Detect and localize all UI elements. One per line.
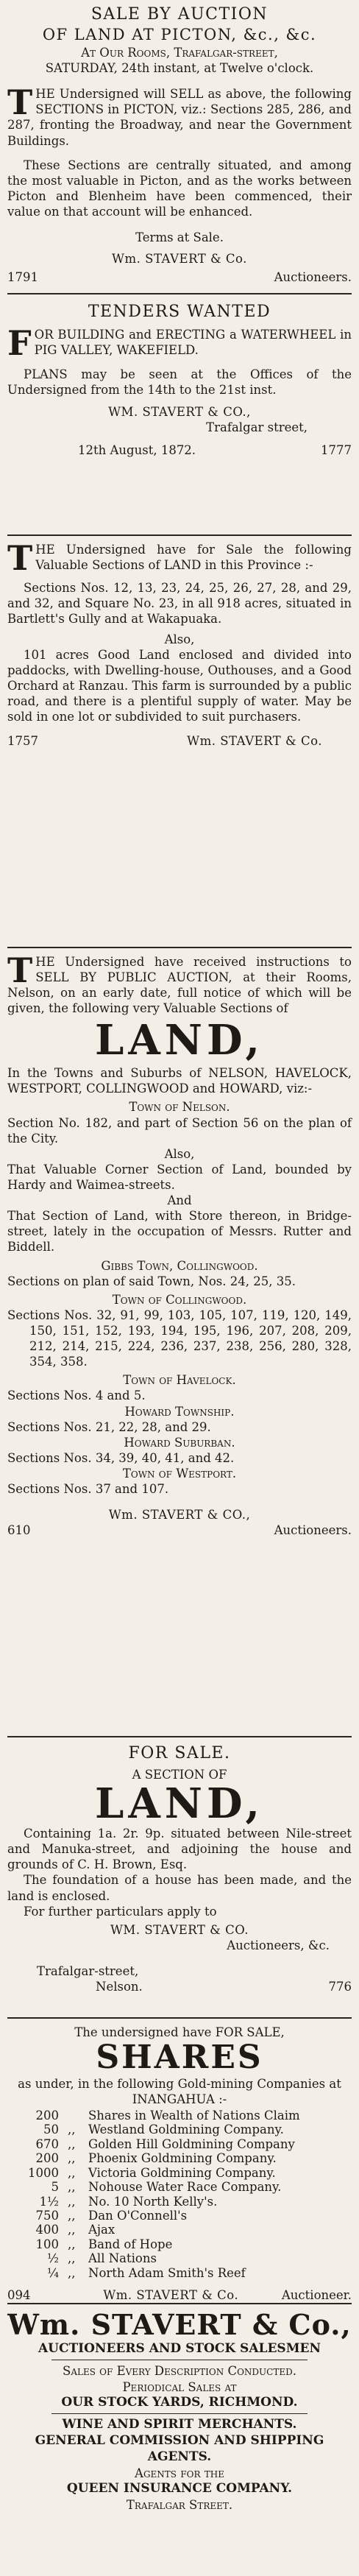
advert-paragraph: That Valuable Corner Section of Land, bounded by Hardy and Waimea-streets.: [7, 1162, 352, 1192]
share-row: [7, 2151, 352, 2165]
share-quantity: ¼: [47, 2265, 59, 2280]
share-company: All Nations: [88, 2251, 157, 2266]
advert-paragraph: Section No. 182, and part of Section 56 on the plan of the City.: [7, 1115, 352, 1146]
advert-public-auction: [7, 950, 352, 1538]
share-row: [7, 2166, 352, 2180]
advert-subhead: Town of Westport.: [122, 1466, 237, 1481]
advert-subhead: Town of Havelock.: [123, 1373, 236, 1388]
advert-line: Sales of Every Description Conducted.: [63, 2364, 296, 2379]
advert-picton-auction: [7, 4, 352, 285]
advert-tenders: [7, 302, 352, 458]
advert-also: Also,: [164, 632, 195, 646]
advert-paragraph: That Section of Land, with Store thereon, in Bridge-street, lately in the occupation of Messrs. Rutter and Biddell.: [7, 1209, 352, 1255]
drop-cap: F: [7, 323, 32, 364]
advert-subheading: OF LAND AT PICTON, &c., &c.: [42, 26, 317, 44]
advert-auctioneers-card: [7, 2309, 352, 2513]
share-quantity: 1000: [28, 2165, 59, 2180]
advert-paragraph: Sections Nos. 12, 13, 23, 24, 25, 26, 27, 28, and 29, and 32, and Square No. 23, in all 918 acres, situated in Bartlett's Gully and at Wakapuaka.: [7, 581, 352, 627]
ditto-mark: ,,: [68, 2194, 76, 2209]
share-company: Dan O'Connell's: [88, 2209, 188, 2223]
ditto-mark: ,,: [68, 2136, 76, 2151]
divider: [7, 534, 352, 536]
advert-role: Auctioneers.: [274, 1523, 352, 1538]
share-company: Victoria Goldmining Company.: [88, 2165, 276, 2180]
advert-heading: SALE BY AUCTION: [90, 5, 269, 24]
advert-number: 1757: [7, 734, 38, 749]
share-row: [7, 2223, 352, 2237]
advert-line: AUCTIONEERS AND STOCK SALESMEN: [38, 2340, 321, 2356]
share-quantity: ½: [47, 2251, 59, 2266]
advert-also: Also,: [164, 1146, 195, 1161]
advert-line: GENERAL COMMISSION AND SHIPPING: [35, 2433, 324, 2449]
share-company: Nohouse Water Race Company.: [88, 2180, 282, 2195]
advert-number: 1791: [7, 270, 38, 285]
drop-cap: T: [7, 82, 33, 123]
advert-paragraph: Sections on plan of said Town, Nos. 24, 25, 35.: [7, 1274, 296, 1288]
divider: [7, 2303, 352, 2304]
advert-firm: Wm. STAVERT & Co.: [103, 2288, 239, 2303]
advert-firm: Wm. STAVERT & Co.: [112, 252, 247, 267]
advert-number: 1777: [321, 442, 352, 457]
advert-line: AGENTS.: [147, 2449, 212, 2464]
advert-town: Nelson.: [96, 1980, 143, 1994]
share-company: Ajax: [88, 2223, 115, 2237]
share-quantity: 50: [43, 2122, 59, 2137]
advert-body: FOR BUILDING and ERECTING a WATERWHEEL in PIG VALLEY, WAKEFIELD.: [7, 323, 352, 364]
share-row: [7, 2195, 352, 2209]
advert-firm: WM. STAVERT & CO.: [110, 1922, 249, 1937]
advert-land-word: LAND,: [94, 1779, 265, 1829]
share-row: [7, 2122, 352, 2136]
share-list: [7, 2109, 352, 2281]
advert-paragraph: Sections Nos. 32, 91, 99, 103, 105, 107, 119, 120, 149, 150, 151, 152, 193, 194, 195, 196, 207, 208, 209, 212, 214, 215, 224, 236, 237, 238, 256, 280, 328, 354, 358.: [7, 1308, 352, 1369]
advert-number: 094: [7, 2288, 31, 2303]
advert-heading: TENDERS WANTED: [88, 303, 271, 321]
ditto-mark: ,,: [68, 2180, 76, 2195]
advert-role: Auctioneers, &c.: [227, 1938, 330, 1952]
advert-paragraph: For further particulars apply to: [24, 1904, 217, 1919]
advert-heading: FOR SALE.: [128, 1744, 231, 1762]
advert-street: Trafalgar street,: [206, 420, 308, 434]
share-quantity: 100: [35, 2237, 59, 2251]
ditto-mark: ,,: [68, 2209, 76, 2223]
advert-line: Trafalgar Street.: [126, 2497, 233, 2512]
advert-brand: Wm. STAVERT & Co.,: [7, 2308, 352, 2341]
advert-subhead: Gibbs Town, Collingwood.: [101, 1258, 258, 1273]
share-row: [7, 2266, 352, 2280]
share-row: [7, 2251, 352, 2265]
advert-number: 776: [328, 1980, 352, 1994]
advert-body: THE Undersigned have received instructions to SELL BY PUBLIC AUCTION, at their Rooms, Nelson, on an early date, full notice of which will be given, the following very Valuable Sections of: [7, 950, 352, 1016]
ditto-mark: ,,: [68, 2151, 76, 2166]
advert-line: Agents for the: [135, 2466, 224, 2480]
advert-paragraph: Sections Nos. 37 and 107.: [7, 1482, 169, 1497]
advert-line: WINE AND SPIRIT MERCHANTS.: [62, 2417, 297, 2432]
advert-line: OUR STOCK YARDS, RICHMOND.: [61, 2394, 298, 2410]
advert-paragraph: Sections Nos. 4 and 5.: [7, 1388, 146, 1403]
advert-shares-word: SHARES: [96, 2039, 263, 2077]
ditto-mark: ,,: [68, 2223, 76, 2237]
advert-terms: Terms at Sale.: [135, 230, 224, 245]
advert-shares: [7, 2025, 352, 2303]
advert-number: 610: [7, 1523, 31, 1538]
share-quantity: 5: [51, 2180, 59, 2195]
share-company: No. 10 North Kelly's.: [88, 2194, 218, 2209]
advert-subhead: Howard Suburban.: [124, 1435, 235, 1450]
advert-land-word: LAND,: [94, 1016, 265, 1065]
advert-subhead: Town of Nelson.: [129, 1100, 230, 1115]
advert-paragraph: The undersigned have FOR SALE,: [74, 2025, 285, 2039]
share-company: North Adam Smith's Reef: [88, 2265, 246, 2280]
advert-line: Periodical Sales at: [122, 2379, 237, 2394]
advert-paragraph: Sections Nos. 21, 22, 28, and 29.: [7, 1419, 211, 1434]
ditto-mark: ,,: [68, 2265, 76, 2280]
advert-paragraph: The foundation of a house has been made, and the land is enclosed.: [7, 1873, 352, 1903]
share-company: Band of Hope: [88, 2237, 173, 2251]
advert-firm: WM. STAVERT & CO.,: [108, 404, 251, 419]
advert-role: Auctioneers.: [274, 270, 352, 285]
share-quantity: 200: [35, 2151, 59, 2166]
share-company: Westland Goldmining Company.: [88, 2122, 284, 2137]
divider: [7, 293, 352, 294]
advert-paragraph: These Sections are centrally situated, and among the most valuable in Picton, and as the works between Picton and Blenheim have been commenced, their value on that account will be enhanced.: [7, 158, 352, 219]
advert-paragraph: In the Towns and Suburbs of NELSON, HAVELOCK, WESTPORT, COLLINGWOOD and HOWARD, viz:-: [7, 1066, 352, 1096]
advert-street: Trafalgar-street,: [37, 1963, 139, 1978]
share-quantity: 200: [35, 2108, 59, 2122]
advert-date: SATURDAY, 24th instant, at Twelve o'clock.: [45, 61, 314, 76]
divider: [7, 947, 352, 948]
advert-paragraph: PLANS may be seen at the Offices of the Undersigned from the 14th to the 21st inst.: [7, 367, 352, 398]
advert-subhead: Town of Collingwood.: [112, 1292, 247, 1307]
advert-firm: Wm. STAVERT & Co.: [187, 734, 322, 749]
share-quantity: 670: [35, 2136, 59, 2151]
share-company: Shares in Wealth of Nations Claim: [88, 2108, 300, 2122]
advert-body: THE Undersigned have for Sale the following Valuable Sections of LAND in this Province :-: [7, 538, 352, 578]
share-quantity: 400: [35, 2223, 59, 2237]
share-company: Golden Hill Goldmining Company: [88, 2136, 295, 2151]
share-row: [7, 2209, 352, 2223]
drop-cap: T: [7, 950, 33, 990]
advert-venue: At Our Rooms, Trafalgar-street,: [81, 46, 278, 60]
divider: [7, 2017, 352, 2019]
divider: [7, 1736, 352, 1737]
advert-paragraph: Containing 1a. 2r. 9p. situated between Nile-street and Manuka-street, and adjoining the house and grounds of C. H. Brown, Esq.: [7, 1827, 352, 1872]
advert-and: And: [167, 1193, 192, 1208]
share-row: [7, 2180, 352, 2194]
share-quantity: 750: [35, 2209, 59, 2223]
ditto-mark: ,,: [68, 2122, 76, 2137]
ditto-mark: [68, 2109, 88, 2122]
advert-role: Auctioneer.: [281, 2288, 352, 2303]
advert-section-for-sale: [7, 1743, 352, 1994]
ditto-mark: ,,: [68, 2237, 76, 2251]
ditto-mark: ,,: [68, 2165, 76, 2180]
advert-line: QUEEN INSURANCE COMPANY.: [66, 2480, 293, 2496]
advert-paragraph: as under, in the following Gold-mining Companies at INANGAHUA :-: [18, 2076, 341, 2106]
advert-firm: Wm. STAVERT & CO.,: [108, 1508, 251, 1522]
share-quantity: 1½: [39, 2194, 59, 2209]
advert-paragraph: Sections Nos. 34, 39, 40, 41, and 42.: [7, 1450, 235, 1465]
drop-cap: T: [7, 538, 33, 578]
share-row: [7, 2109, 352, 2122]
advert-subheading: A SECTION OF: [132, 1768, 227, 1782]
share-row: [7, 2237, 352, 2251]
advert-body: THE Undersigned will SELL as above, the following SECTIONS in PICTON, viz.: Sections 285, 286, and 287, fronting the Broadway, and near the Government Buildings.: [7, 82, 352, 148]
advert-date: 12th August, 1872.: [78, 442, 196, 457]
share-row: [7, 2137, 352, 2151]
advert-paragraph: 101 acres Good Land enclosed and divided into paddocks, with Dwelling-house, Outhouses, and a Good Orchard at Ranzau. This farm is surrounded by a public road, and there is a plentiful supply of water. May be sold in one lot or subdivided to suit purchasers.: [7, 647, 352, 724]
share-company: Phoenix Goldmining Company.: [88, 2151, 277, 2166]
advert-subhead: Howard Township.: [124, 1404, 235, 1419]
ditto-mark: ,,: [68, 2251, 76, 2266]
advert-land-sale: [7, 538, 352, 749]
divider: [51, 2413, 308, 2414]
